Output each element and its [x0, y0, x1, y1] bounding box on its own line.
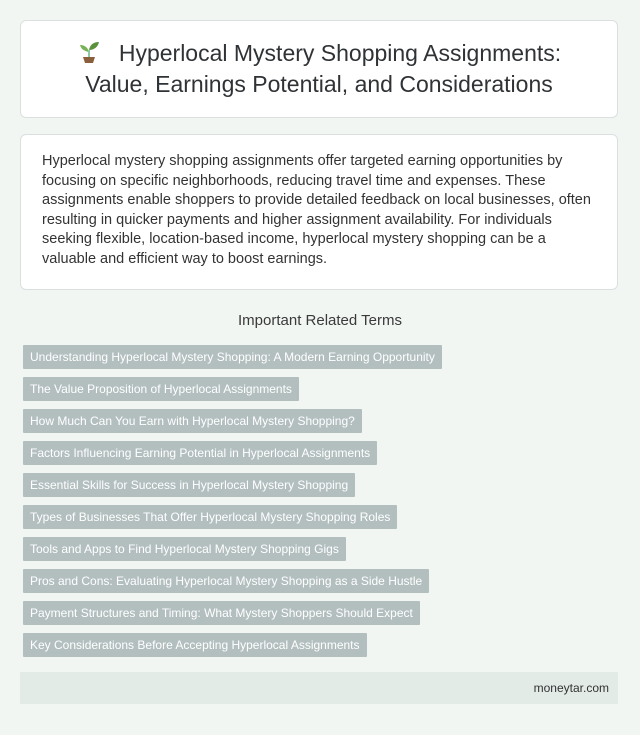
list-item	[23, 473, 442, 505]
term-tag[interactable]: Payment Structures and Timing: What Mystery Shoppers Should Expect	[23, 601, 420, 625]
list-item	[23, 377, 442, 409]
summary-text: Hyperlocal mystery shopping assignments offer targeted earning opportunities by focusing on specific neighborhoods, reducing travel time and expenses. These assignments enable shoppers to provide detailed feedback on local businesses, often resulting in quicker payments and higher assignment availability. For individuals seeking flexible, location-based income, hyperlocal mystery shopping can be a valuable and efficient way to boost earnings.	[42, 153, 591, 267]
list-item	[23, 569, 442, 601]
list-item	[23, 505, 442, 537]
term-tag[interactable]: Types of Businesses That Offer Hyperlocal Mystery Shopping Roles	[23, 505, 397, 529]
list-item	[23, 441, 442, 473]
list-item	[23, 601, 442, 633]
term-tag[interactable]: Tools and Apps to Find Hyperlocal Mystery Shopping Gigs	[23, 537, 346, 561]
footer	[20, 672, 618, 704]
title-card	[20, 20, 618, 118]
title-line-2: Value, Earnings Potential, and Considerations	[85, 71, 553, 97]
list-item	[23, 409, 442, 441]
list-item	[23, 537, 442, 569]
term-tag[interactable]: The Value Proposition of Hyperlocal Assignments	[23, 377, 299, 401]
list-item	[23, 345, 442, 377]
term-tag[interactable]: Understanding Hyperlocal Mystery Shopping: A Modern Earning Opportunity	[23, 345, 442, 369]
page-title	[77, 38, 561, 100]
title-line-1: Hyperlocal Mystery Shopping Assignments:	[118, 40, 562, 66]
term-tag[interactable]: Key Considerations Before Accepting Hyperlocal Assignments	[23, 633, 367, 657]
seedling-icon	[77, 39, 101, 63]
term-tag[interactable]: Pros and Cons: Evaluating Hyperlocal Mystery Shopping as a Side Hustle	[23, 569, 429, 593]
related-terms-list	[23, 345, 442, 665]
site-name: moneytar.com	[533, 681, 609, 695]
term-tag[interactable]: How Much Can You Earn with Hyperlocal Mystery Shopping?	[23, 409, 362, 433]
summary-card	[20, 134, 618, 290]
list-item	[23, 633, 442, 665]
term-tag[interactable]: Factors Influencing Earning Potential in Hyperlocal Assignments	[23, 441, 377, 465]
term-tag[interactable]: Essential Skills for Success in Hyperlocal Mystery Shopping	[23, 473, 355, 497]
related-terms-heading: Important Related Terms	[238, 312, 402, 329]
